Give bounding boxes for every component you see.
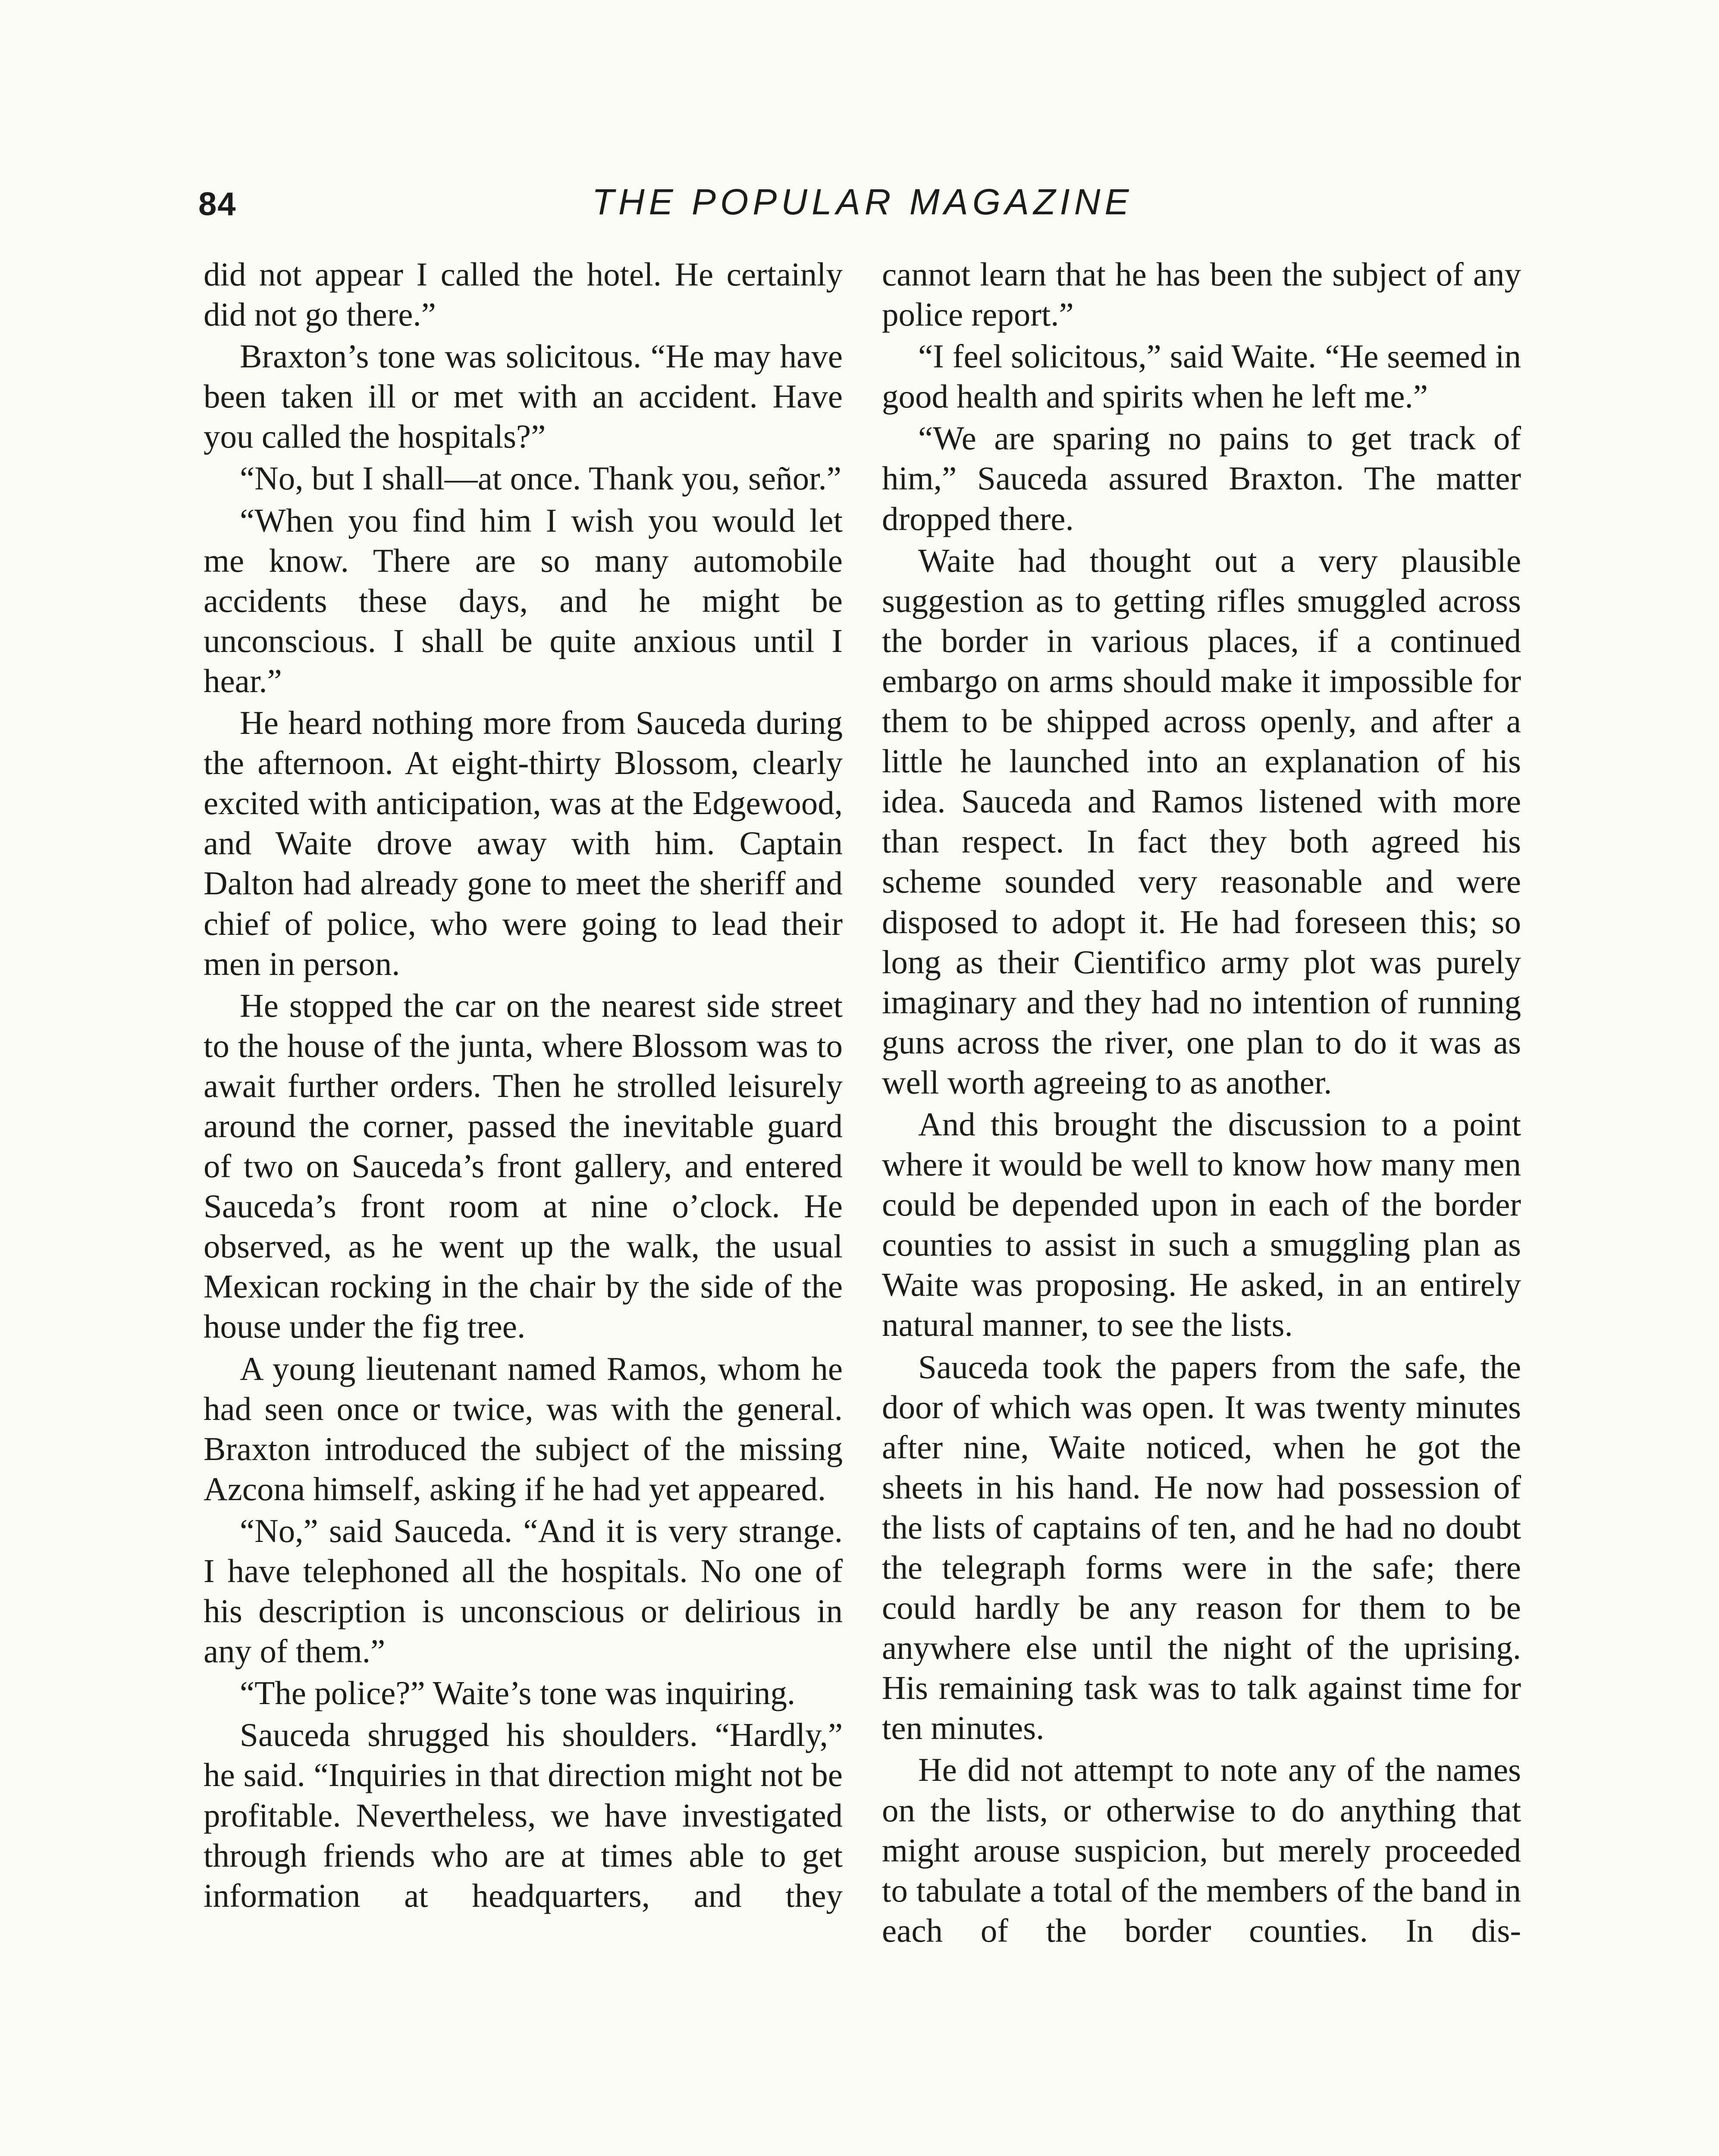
page-number: 84 bbox=[198, 186, 237, 222]
right-column bbox=[882, 254, 1521, 1952]
paragraph: Waite had thought out a very plausible suggestion as to getting rifles smuggled across the border in various places, if a continued embargo on arms should make it impossible for them to be shipped across openly, and after a little he launched into an explanation of his idea. Sauceda and Ramos listened with more than respect. In fact they both agreed his scheme sounded very reasonable and were disposed to adopt it. He had foreseen this; so long as their Cientifico army plot was purely imaginary and they had no intention of running guns across the river, one plan to do it was as well worth agreeing to as another. bbox=[882, 542, 1521, 1101]
paragraph: cannot learn that he has been the subject of any police report.” bbox=[882, 256, 1521, 333]
paragraph: He did not attempt to note any of the names on the lists, or otherwise to do anything that might arouse suspicion, but merely proceeded to tabulate a total of the members of the band in each of the border counties. In dis- bbox=[882, 1751, 1521, 1949]
left-column bbox=[204, 254, 843, 1918]
paragraph: “No, but I shall—at once. Thank you, señor.” bbox=[240, 460, 841, 497]
paragraph: Sauceda took the papers from the safe, the door of which was open. It was twenty minutes after nine, Waite noticed, when he got the sheets in his hand. He now had possession of the lists of captains of ten, and he had no doubt the telegraph forms were in the safe; there could hardly be any reason for them to be anywhere else until the night of the uprising. His remaining task was to talk against time for ten minutes. bbox=[882, 1348, 1521, 1747]
paragraph: “We are sparing no pains to get track of him,” Sauceda assured Braxton. The matter dropped there. bbox=[882, 420, 1521, 537]
paragraph: He stopped the car on the nearest side street to the house of the junta, where Blossom was to await further orders. Then he strolled leisurely around the corner, passed the inevitable guard of two on Sauceda’s front gallery, and entered Sauceda’s front room at nine o’clock. He observed, as he went up the walk, the usual Mexican rocking in the chair by the side of the house under the fig tree. bbox=[204, 987, 843, 1345]
paragraph: “I feel solicitous,” said Waite. “He seemed in good health and spirits when he left me.” bbox=[882, 338, 1521, 415]
paragraph: Braxton’s tone was solicitous. “He may have been taken ill or met with an accident. Have you called the hospitals?” bbox=[204, 338, 843, 455]
paragraph: And this brought the discussion to a point where it would be well to know how many men could be depended upon in each of the border counties to assist in such a smuggling plan as Waite was proposing. He asked, in an entirely natural manner, to see the lists. bbox=[882, 1105, 1521, 1344]
magazine-title: THE POPULAR MAGAZINE bbox=[592, 182, 1133, 222]
paragraph: He heard nothing more from Sauceda during the afternoon. At eight-thirty Blossom, clearly excited with anticipation, was at the Edgewood, and Waite drove away with him. Captain Dalton had already gone to meet the sheriff and chief of police, who were going to lead their men in person. bbox=[204, 704, 843, 982]
paragraph: Sauceda shrugged his shoulders. “Hardly,” he said. “Inquiries in that direction might not be profitable. Nevertheless, we have investigated through friends who are at times able to get information at headquarters, and they bbox=[204, 1716, 843, 1914]
page-header bbox=[198, 181, 1527, 237]
paragraph: “No,” said Sauceda. “And it is very strange. I have telephoned all the hospitals. No one of his description is unconscious or delirious in any of them.” bbox=[204, 1512, 843, 1670]
paragraph: did not appear I called the hotel. He certainly did not go there.” bbox=[204, 256, 843, 333]
paragraph: “When you find him I wish you would let me know. There are so many automobile accidents these days, and he might be unconscious. I shall be quite anxious until I hear.” bbox=[204, 501, 843, 699]
paragraph: A young lieutenant named Ramos, whom he had seen once or twice, was with the general. Braxton introduced the subject of the missing Azcona himself, asking if he had yet appeared. bbox=[204, 1350, 843, 1507]
paragraph: “The police?” Waite’s tone was inquiring. bbox=[240, 1674, 796, 1712]
